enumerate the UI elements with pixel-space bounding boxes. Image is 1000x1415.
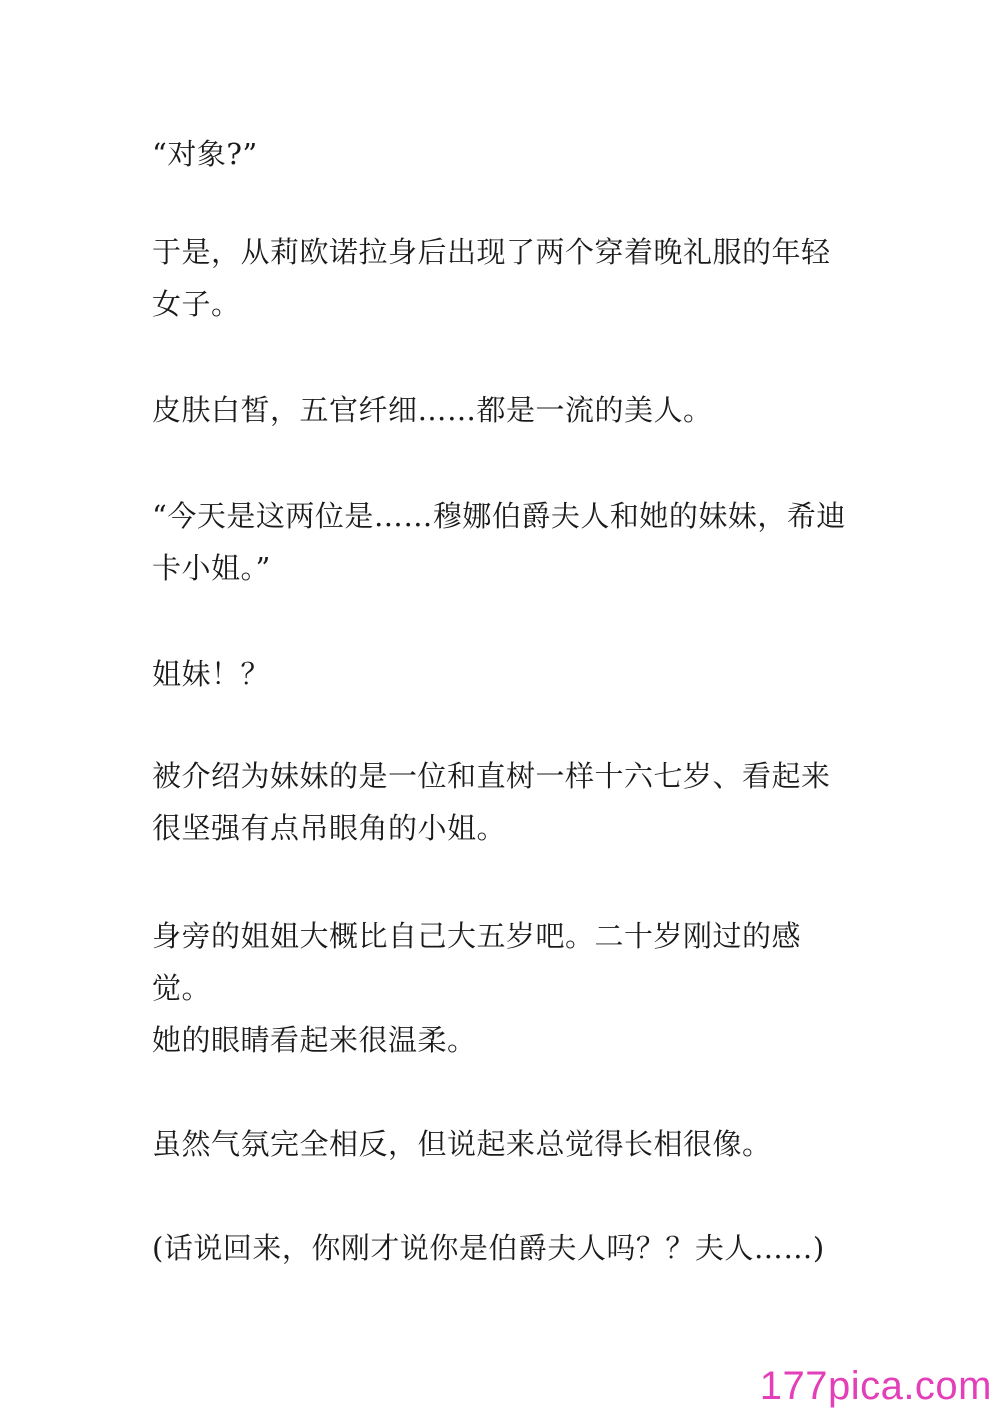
paragraph: 虽然气氛完全相反，但说起来总觉得长相很像。 <box>152 1127 772 1161</box>
paragraph: 姐妹！？ <box>152 657 271 691</box>
paragraph: 于是，从莉欧诺拉身后出现了两个穿着晚礼服的年轻女子。 <box>152 235 831 321</box>
paragraph: 被介绍为妹妹的是一位和直树一样十六七岁、看起来很坚强有点吊眼角的小姐。 <box>152 759 831 845</box>
paragraph: 身旁的姐姐大概比自己大五岁吧。二十岁刚过的感觉。 <box>152 919 802 1005</box>
paragraph: 她的眼睛看起来很温柔。 <box>152 1023 477 1057</box>
paragraph: (话说回来，你刚才说你是伯爵夫人吗？？夫人……) <box>152 1231 825 1265</box>
paragraph: “今天是这两位是……穆娜伯爵夫人和她的妹妹，希迪卡小姐。” <box>152 499 846 585</box>
paragraph: 皮肤白皙，五官纤细……都是一流的美人。 <box>152 393 713 427</box>
watermark-link[interactable]: 177pica.com <box>759 1364 992 1408</box>
paragraph: “对象?” <box>152 137 258 171</box>
